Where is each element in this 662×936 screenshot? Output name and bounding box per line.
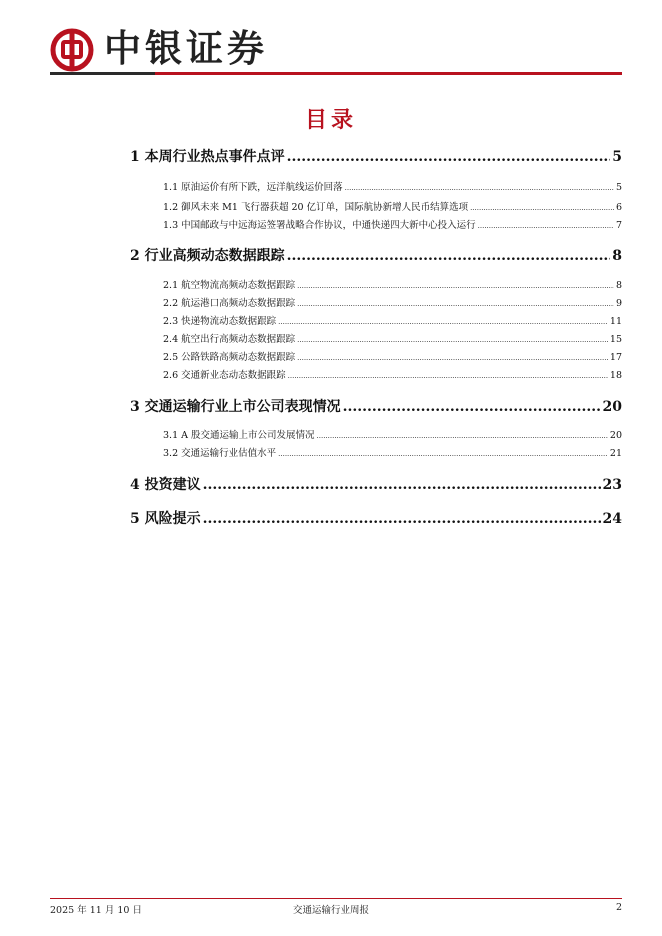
toc-entry-label: 1.1 原油运价有所下跌，远洋航线运价回落 [163,182,343,193]
toc-subsection-link[interactable] [163,277,622,291]
toc-entry-page: 5 [612,149,622,165]
toc-entry-label: 2.3 快递物流动态数据跟踪 [163,316,277,327]
footer-page-number: 2 [615,902,622,913]
toc-entry-label: 3.2 交通运输行业估值水平 [163,448,277,459]
toc-entry-label: 2.1 航空物流高频动态数据跟踪 [163,280,296,291]
toc-entry-label: 2.5 公路铁路高频动态数据跟踪 [163,352,296,363]
toc-leader-dots [317,432,608,440]
header-rule-red [155,72,622,75]
toc-entry-page: 9 [615,298,622,309]
toc-entry-page: 15 [609,334,622,345]
toc-entry-page: 23 [602,477,622,493]
toc-leader-dots [287,149,611,165]
toc-leader-dots [278,318,608,326]
toc-entry-page: 21 [609,448,622,459]
toc-entry-label: 3.1 A 股交通运输上市公司发展情况 [163,430,315,441]
toc-entry-label: 1.2 御风未来 M1 飞行器获超 20 亿订单，国际航协新增人民币结算选项 [163,202,469,213]
bank-of-china-logo-icon [50,28,94,72]
toc-subsection-link[interactable] [163,295,622,309]
toc-entry-page: 24 [602,511,622,527]
toc-section-link[interactable] [130,396,622,416]
toc-entry-label: 2 行业高频动态数据跟踪 [130,248,285,264]
toc-entry-page: 18 [609,370,622,381]
toc-leader-dots [297,336,608,344]
toc-subsection-link[interactable] [163,217,622,231]
toc-leader-dots [288,372,608,380]
toc-subsection-link[interactable] [163,427,622,441]
toc-leader-dots [278,450,608,458]
toc-entry-page: 7 [615,220,622,231]
toc-leader-dots [297,354,608,362]
toc-subsection-link[interactable] [163,199,622,213]
toc-section-link[interactable] [130,508,622,528]
toc-leader-dots [297,282,614,290]
page-header [0,0,662,80]
toc-subsection-link[interactable] [163,179,622,193]
toc-leader-dots [203,477,601,493]
toc-entry-label: 5 风险提示 [130,511,201,527]
toc-section-link[interactable] [130,474,622,494]
toc-entry-page: 8 [615,280,622,291]
brand-name: 中银证券 [104,26,268,70]
toc-leader-dots [203,511,601,527]
toc-leader-dots [478,222,614,230]
footer-date: 2025 年 11 月 10 日 [50,905,142,916]
toc-leader-dots [297,300,614,308]
toc-section-link[interactable] [130,146,622,166]
toc-entry-label: 1 本周行业热点事件点评 [130,149,285,165]
toc-entry-page: 11 [609,316,622,327]
toc-subsection-link[interactable] [163,367,622,381]
toc-leader-dots [345,184,614,192]
toc-entry-page: 20 [609,430,622,441]
toc-entry-label: 4 投资建议 [130,477,201,493]
toc-leader-dots [343,399,601,415]
toc-subsection-link[interactable] [163,349,622,363]
toc-entry-label: 2.2 航运港口高频动态数据跟踪 [163,298,296,309]
toc-leader-dots [287,248,611,264]
toc-entry-page: 8 [612,248,622,264]
footer-rule [50,898,622,899]
header-rule-dark [50,72,155,75]
toc-title: 目录 [304,107,357,133]
footer-title: 交通运输行业周报 [292,905,369,916]
toc-entry-label: 2.4 航空出行高频动态数据跟踪 [163,334,296,345]
toc-section-link[interactable] [130,245,622,265]
toc-entry-page: 17 [609,352,622,363]
toc-entry-label: 2.6 交通新业态动态数据跟踪 [163,370,286,381]
toc-subsection-link[interactable] [163,445,622,459]
toc-entry-label: 1.3 中国邮政与中远海运签署战略合作协议，中通快递四大新中心投入运行 [163,220,476,231]
toc-subsection-link[interactable] [163,331,622,345]
toc-subsection-link[interactable] [163,313,622,327]
toc-leader-dots [470,204,614,212]
toc-entry-label: 3 交通运输行业上市公司表现情况 [130,399,341,415]
toc-entry-page: 20 [602,399,622,415]
toc-entry-page: 5 [615,182,622,193]
toc-entry-page: 6 [615,202,622,213]
